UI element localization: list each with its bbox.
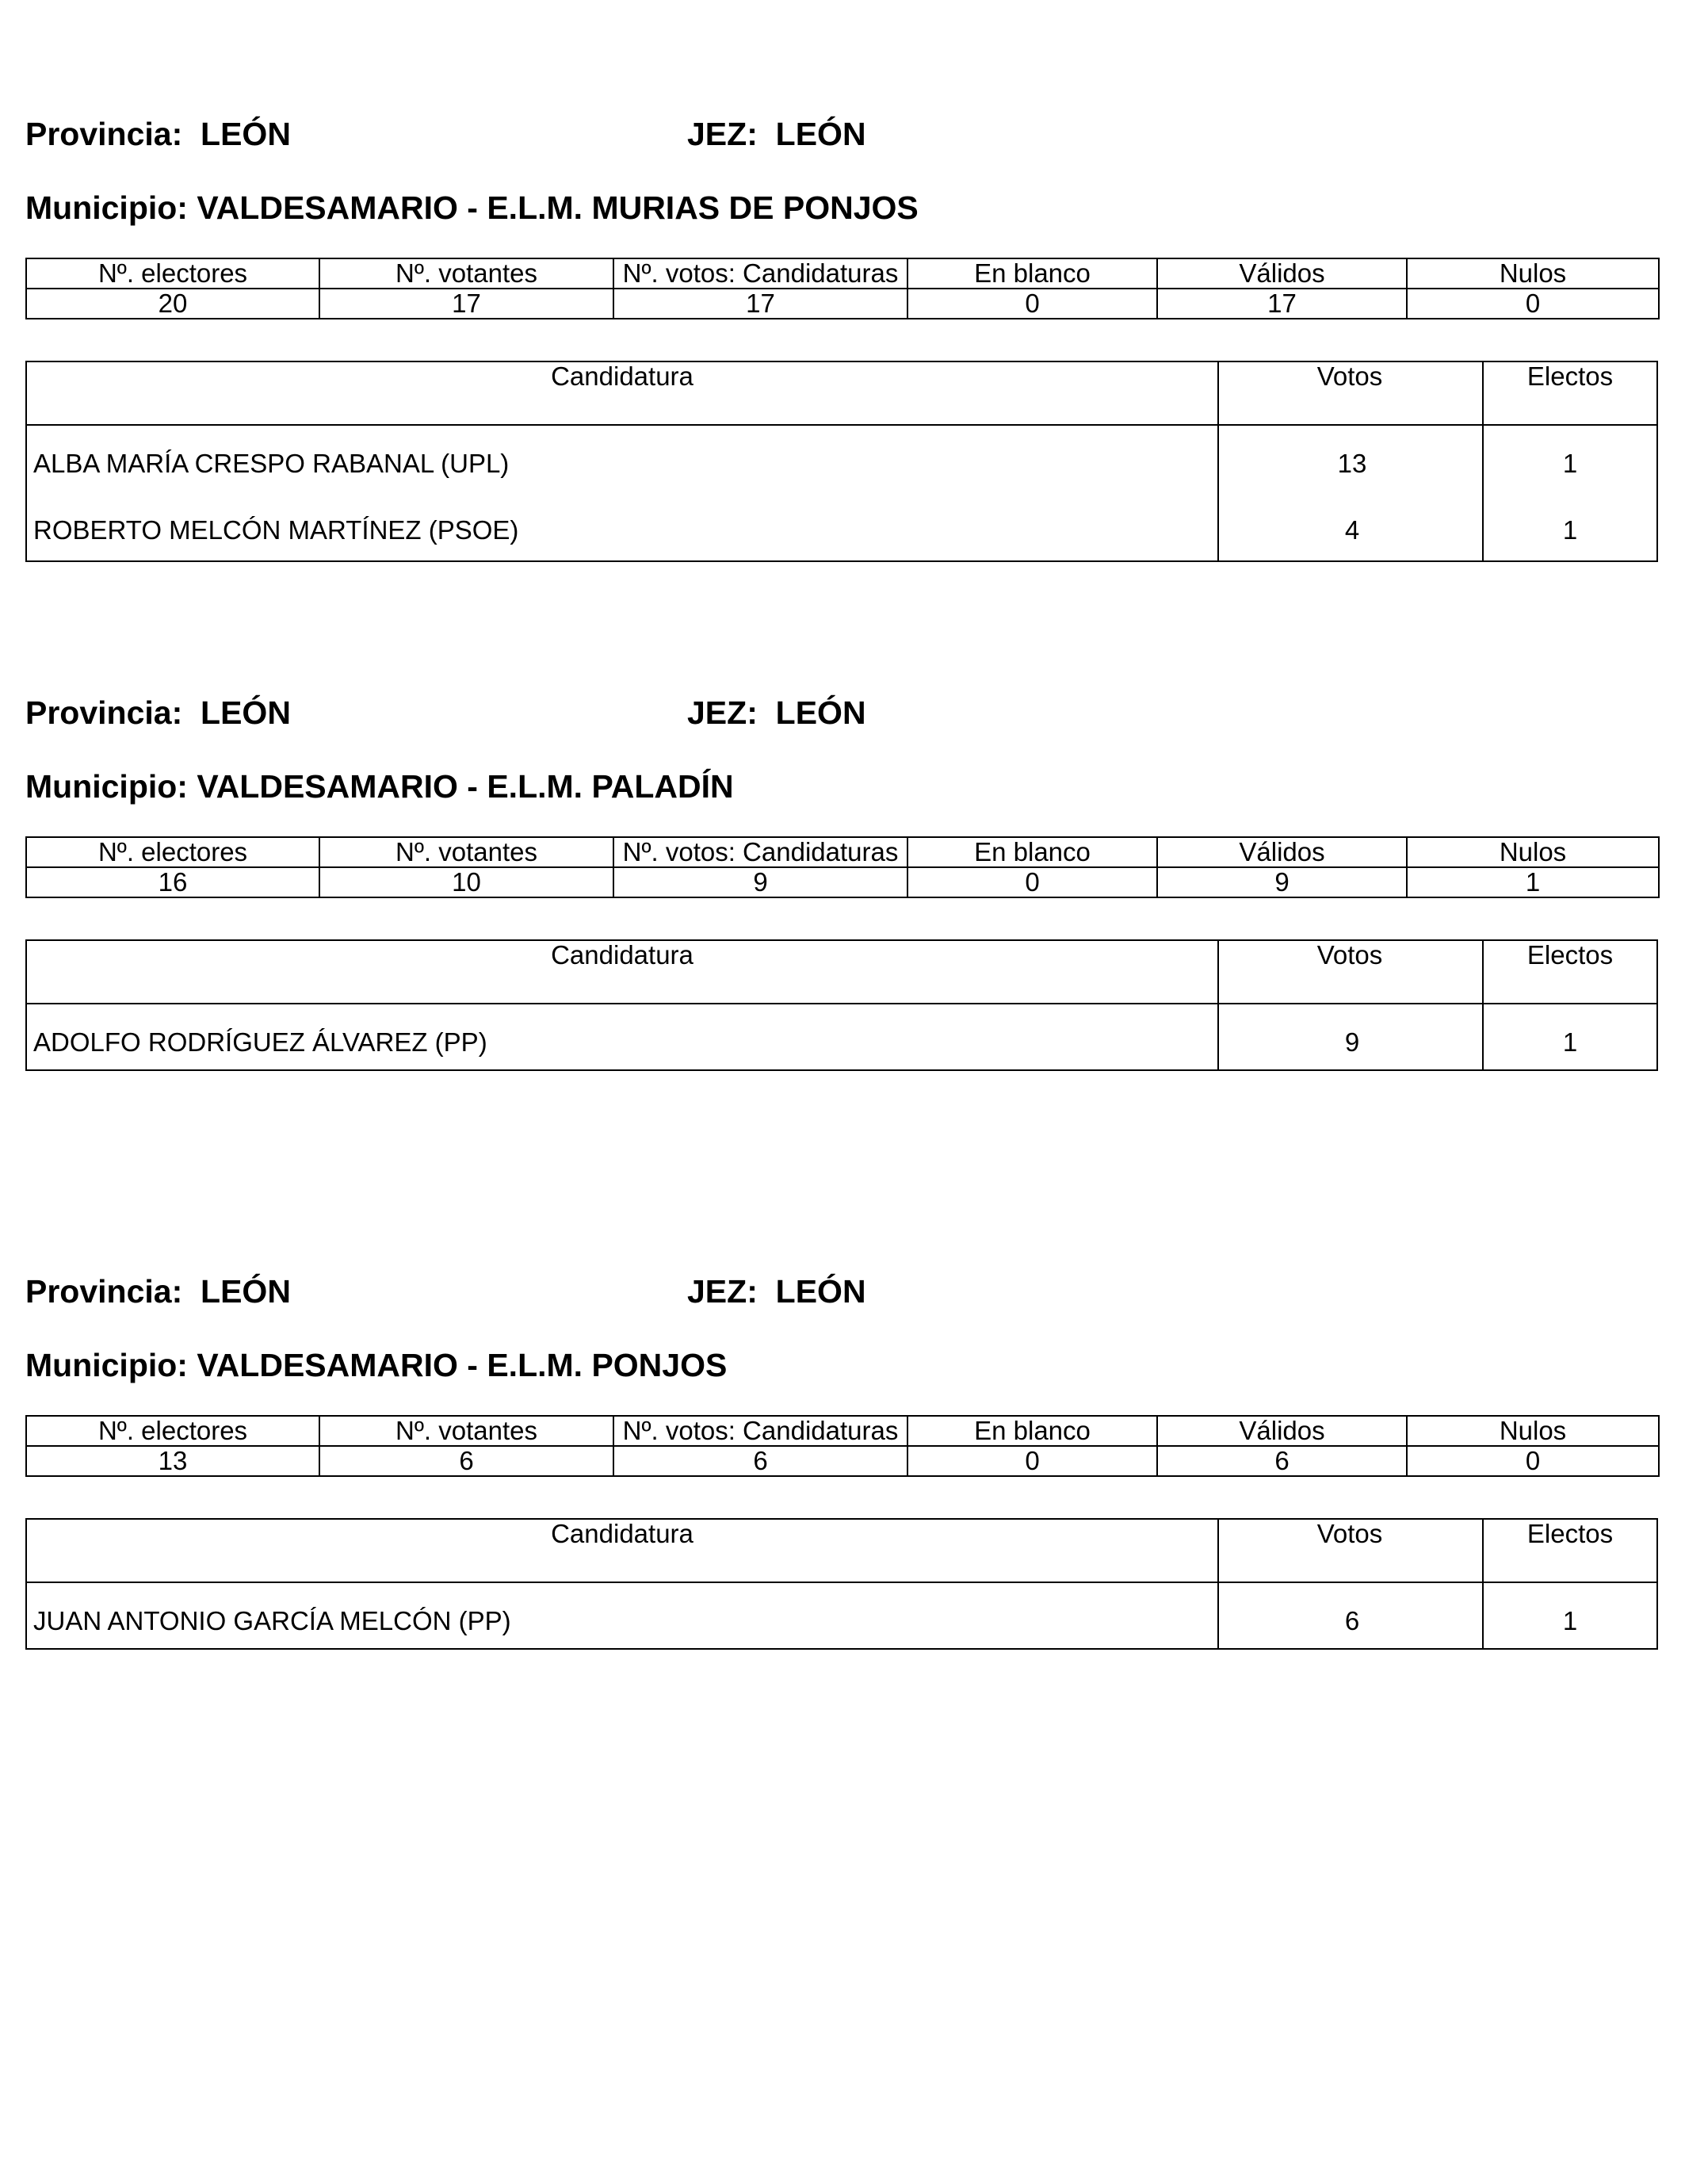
candidate-votos: 4 <box>1344 515 1360 545</box>
provincia-label: Provincia: <box>25 1273 183 1310</box>
jez-value: LEÓN <box>775 694 866 731</box>
section-murias-de-ponjos <box>25 115 1658 567</box>
provincia-label: Provincia: <box>25 116 183 152</box>
municipio-value: VALDESAMARIO - E.L.M. PONJOS <box>197 1347 728 1383</box>
candidatura-header: Candidatura <box>551 1519 693 1548</box>
stats-value: 10 <box>319 867 613 897</box>
stats-header: Nº. votantes <box>319 1416 613 1446</box>
candidates-table <box>25 1518 1658 1650</box>
stats-header: Válidos <box>1157 837 1407 867</box>
stats-header: Nulos <box>1407 1416 1659 1446</box>
header-divider <box>27 1003 1656 1004</box>
section-ponjos <box>25 1272 1658 1653</box>
stats-header: Nº. electores <box>26 837 319 867</box>
stats-header: En blanco <box>907 258 1157 289</box>
provincia-value: LEÓN <box>201 116 291 152</box>
stats-value: 16 <box>26 867 319 897</box>
stats-value: 17 <box>1157 289 1407 319</box>
votos-header: Votos <box>1316 361 1383 391</box>
stats-value-row <box>26 867 1659 897</box>
provincia-label: Provincia: <box>25 694 183 731</box>
electos-header: Electos <box>1526 1519 1614 1548</box>
stats-value: 6 <box>319 1446 613 1476</box>
stats-header: Nº. votantes <box>319 837 613 867</box>
candidate-electos: 1 <box>1562 515 1578 545</box>
candidate-electos: 1 <box>1562 1027 1578 1057</box>
electos-header: Electos <box>1526 361 1614 391</box>
stats-header: En blanco <box>907 1416 1157 1446</box>
votos-header: Votos <box>1316 1519 1383 1548</box>
municipio-line <box>25 189 919 227</box>
stats-value: 0 <box>907 867 1157 897</box>
stats-value: 0 <box>907 1446 1157 1476</box>
stats-value: 13 <box>26 1446 319 1476</box>
jez-value: LEÓN <box>775 1273 866 1310</box>
provincia-line <box>25 115 291 153</box>
candidate-name: ADOLFO RODRÍGUEZ ÁLVAREZ (PP) <box>33 1027 487 1057</box>
candidate-name: JUAN ANTONIO GARCÍA MELCÓN (PP) <box>33 1606 511 1635</box>
header-divider <box>27 1582 1656 1583</box>
header-divider <box>27 424 1656 426</box>
stats-value-row <box>26 289 1659 319</box>
candidatura-header: Candidatura <box>551 361 693 391</box>
stats-value: 9 <box>1157 867 1407 897</box>
jez-label: JEZ: <box>687 116 758 152</box>
stats-value-row <box>26 1446 1659 1476</box>
provincia-value: LEÓN <box>201 1273 291 1310</box>
stats-header: Nº. electores <box>26 1416 319 1446</box>
provincia-line <box>25 1272 291 1310</box>
stats-header: Nº. votos: Candidaturas <box>613 837 907 867</box>
municipio-label: Municipio: <box>25 768 188 805</box>
electos-header: Electos <box>1526 940 1614 970</box>
stats-value: 1 <box>1407 867 1659 897</box>
jez-line <box>687 1272 866 1310</box>
jez-value: LEÓN <box>775 116 866 152</box>
municipio-line <box>25 767 734 805</box>
stats-header: Nulos <box>1407 837 1659 867</box>
stats-header-row <box>26 837 1659 867</box>
candidate-votos: 6 <box>1344 1606 1360 1635</box>
candidate-name: ROBERTO MELCÓN MARTÍNEZ (PSOE) <box>33 515 519 545</box>
candidates-table <box>25 361 1658 562</box>
stats-table <box>25 1415 1660 1477</box>
candidate-electos: 1 <box>1562 1606 1578 1635</box>
jez-label: JEZ: <box>687 694 758 731</box>
provincia-value: LEÓN <box>201 694 291 731</box>
stats-header: Nº. votos: Candidaturas <box>613 1416 907 1446</box>
municipio-value: VALDESAMARIO - E.L.M. MURIAS DE PONJOS <box>197 189 919 226</box>
stats-header: Válidos <box>1157 258 1407 289</box>
candidatura-header: Candidatura <box>551 940 693 970</box>
stats-value: 6 <box>1157 1446 1407 1476</box>
candidate-votos: 13 <box>1337 449 1367 478</box>
stats-header: En blanco <box>907 837 1157 867</box>
municipio-line <box>25 1346 727 1384</box>
stats-table <box>25 836 1660 898</box>
stats-header-row <box>26 258 1659 289</box>
municipio-label: Municipio: <box>25 1347 188 1383</box>
stats-table <box>25 258 1660 319</box>
stats-value: 0 <box>1407 1446 1659 1476</box>
jez-line <box>687 115 866 153</box>
candidate-electos: 1 <box>1562 449 1578 478</box>
stats-header-row <box>26 1416 1659 1446</box>
municipio-value: VALDESAMARIO - E.L.M. PALADÍN <box>197 768 734 805</box>
stats-header: Nº. votos: Candidaturas <box>613 258 907 289</box>
votos-header: Votos <box>1316 940 1383 970</box>
stats-value: 6 <box>613 1446 907 1476</box>
stats-value: 17 <box>319 289 613 319</box>
stats-value: 0 <box>1407 289 1659 319</box>
stats-value: 9 <box>613 867 907 897</box>
stats-header: Nº. electores <box>26 258 319 289</box>
stats-value: 17 <box>613 289 907 319</box>
jez-line <box>687 694 866 732</box>
stats-value: 0 <box>907 289 1157 319</box>
stats-value: 20 <box>26 289 319 319</box>
jez-label: JEZ: <box>687 1273 758 1310</box>
candidates-table <box>25 939 1658 1071</box>
candidate-votos: 9 <box>1344 1027 1360 1057</box>
stats-header: Válidos <box>1157 1416 1407 1446</box>
stats-header: Nulos <box>1407 258 1659 289</box>
section-paladin <box>25 694 1658 1074</box>
municipio-label: Municipio: <box>25 189 188 226</box>
candidate-name: ALBA MARÍA CRESPO RABANAL (UPL) <box>33 449 510 478</box>
provincia-line <box>25 694 291 732</box>
stats-header: Nº. votantes <box>319 258 613 289</box>
